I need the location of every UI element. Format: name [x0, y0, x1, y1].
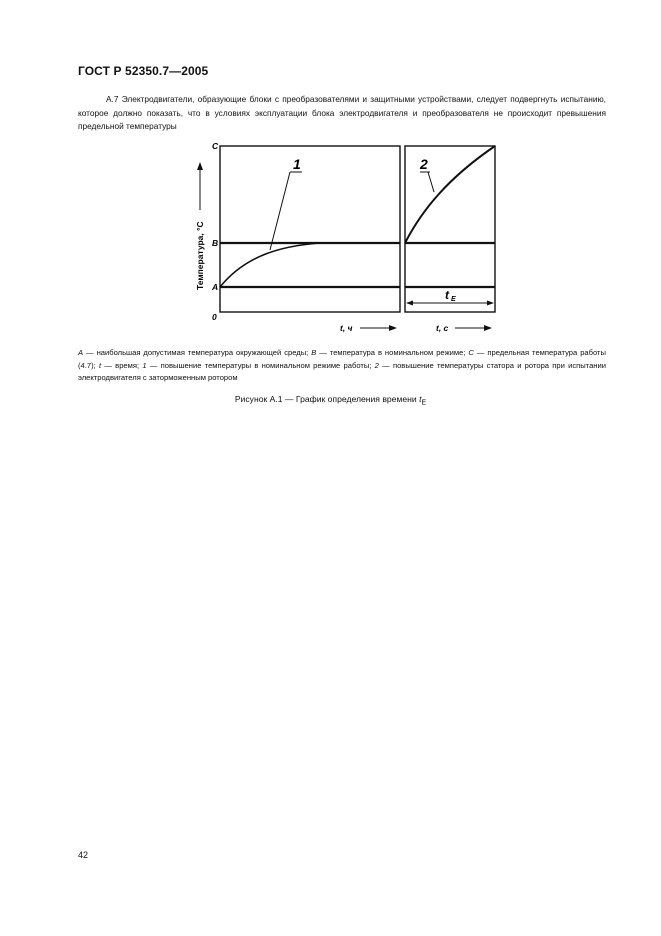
level-c-label: C: [212, 141, 219, 151]
legend-2-symbol: 2: [374, 360, 379, 370]
caption-t-symbol: t: [419, 394, 422, 404]
caption-subscript: E: [421, 399, 427, 407]
left-x-arrowhead: [389, 325, 397, 331]
origin-label: 0: [212, 312, 217, 322]
paragraph-text: Электродвигатели, образующие блоки с преобразователями и защитными устройствами, следует подвергнуть испытанию, которое должно показать, что в условиях эксплуатации блока электродвигателя и преобразователя не происходит превышения предельной температуры: [78, 94, 606, 131]
curve-2: [405, 146, 495, 243]
right-x-arrowhead: [484, 325, 492, 331]
figure-a1: [190, 138, 510, 338]
curve-1-label: 1: [293, 156, 301, 172]
legend-b-text: — температура в номинальном режиме;: [316, 348, 469, 357]
level-b-label: B: [212, 238, 219, 248]
legend-a-symbol: A: [78, 348, 84, 357]
y-axis-label: Температура, °С: [195, 221, 205, 290]
interval-label: t: [445, 288, 449, 302]
page-number: 42: [78, 850, 89, 860]
level-a-label: A: [212, 282, 219, 292]
legend-1-text: — повышение температуры в номинальном режиме работы;: [146, 360, 375, 370]
legend-c-text: — предельная температура работы (4.7);: [78, 348, 606, 370]
legend-b-symbol: B: [311, 348, 317, 357]
legend-1-symbol: 1: [142, 360, 147, 370]
figure-caption: [0, 394, 661, 407]
left-x-axis-label: t, ч: [340, 323, 353, 333]
legend-t-symbol: t: [98, 360, 102, 370]
temperature-time-diagram: [190, 138, 510, 338]
curve-1-leader: [270, 172, 290, 250]
y-axis-arrowhead: [197, 162, 203, 170]
figure-legend: [78, 347, 606, 385]
curve-2-leader: [428, 172, 434, 192]
legend-2-text: — повышение температуры статора и ротора при испытании электродвигателя с заторможенным ротором: [78, 360, 606, 383]
legend-a-text: — наибольшая допустимая температура окружающей среды;: [83, 348, 312, 357]
paragraph-a7: [78, 93, 606, 134]
caption-text: Рисунок А.1 — График определения времени: [234, 394, 420, 404]
legend-t-text: — время;: [101, 360, 143, 370]
interval-arrow-right: [487, 301, 494, 306]
legend-c-symbol: C: [468, 348, 474, 357]
interval-subscript: E: [451, 296, 456, 303]
interval-arrow-left: [406, 301, 413, 306]
paragraph-number: А.7: [106, 94, 119, 104]
curve-2-label: 2: [420, 156, 428, 172]
document-header: ГОСТ Р 52350.7—2005: [78, 64, 209, 78]
right-x-axis-label: t, с: [436, 323, 449, 333]
